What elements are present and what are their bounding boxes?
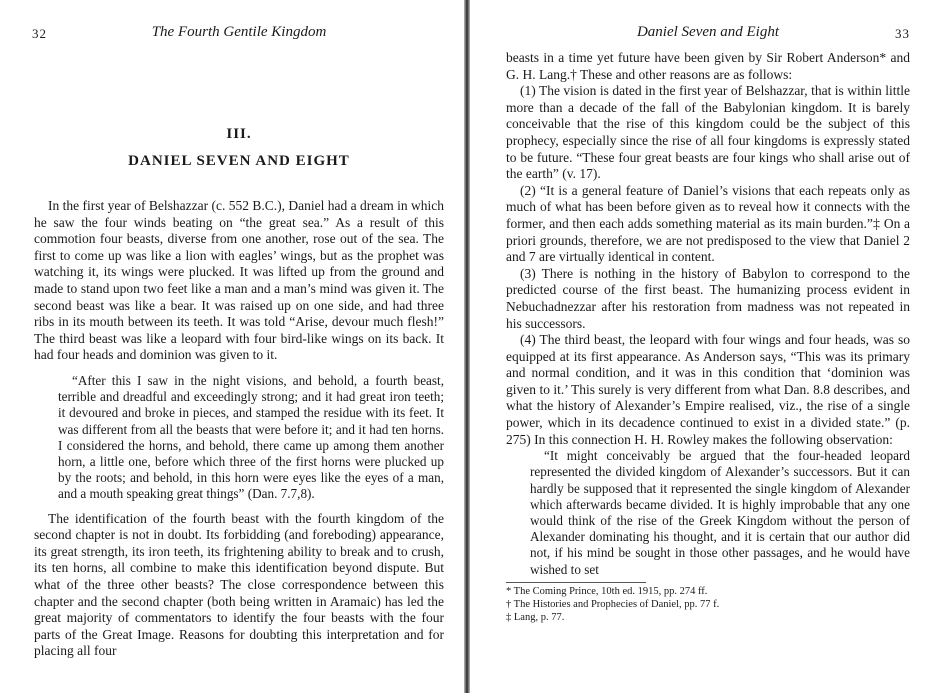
left-running-head <box>34 22 444 46</box>
rowley-quote-text: “It might conceivably be argued that the four-headed leopard represented the divided kingdom of Alexander’s successors. But it can hardly be supposed that it represented the single kingdom of Alexander which afterwards became divided. It is highly improbable that any one would think of the rise of the Greek Kingdom without the person of Alexander dominating his thought, and it is certain that our author did not, if his mind be sought in those other passages, and he would have wished to set <box>530 448 910 577</box>
block-quote-rowley <box>530 448 910 578</box>
right-page <box>470 0 936 693</box>
footnote-1: * The Coming Prince, 10th ed. 1915, pp. 274 ff. <box>506 585 708 597</box>
point-1: (1) The vision is dated in the first year of Belshazzar, that is within little more than a decade of the fall of the Babylonian kingdom. It is barely conceivable that the rise of this kingdom could be the subject of this prophecy, especially since the rise of all four kingdoms is expressly stated to be future. “These four great beasts are four kings who shall arise out of the earth” (v. 17). <box>506 83 910 182</box>
right-running-head <box>506 22 910 46</box>
footnote-divider <box>506 582 646 583</box>
page-number-right: 33 <box>895 26 910 41</box>
page-number-left: 32 <box>32 26 47 41</box>
continued-paragraph: beasts in a time yet future have been given by Sir Robert Anderson* and G. H. Lang.† These and other reasons are as follows: <box>506 50 910 82</box>
chapter-title: DANIEL SEVEN AND EIGHT <box>128 153 350 169</box>
body-paragraph-2: The identification of the fourth beast with the fourth kingdom of the second chapter is not in doubt. Its forbidding (and foreboding) appearance, its great strength, its iron teeth, its frightening ability to break and to crush, its ten horns, all combine to make this identification beyond dispute. But what of the three other beasts? The close correspondence between this chapter and the second chapter (both being written in Aramaic) has led the great majority of commentators to identify the four beasts with the four parts of the Great Image. Reasons for doubting this interpretation and for placing all four <box>34 510 444 659</box>
left-page <box>0 0 466 693</box>
footnote-3: ‡ Lang, p. 77. <box>506 611 565 623</box>
footnote-2: † The Histories and Prophecies of Daniel, pp. 77 f. <box>506 598 720 610</box>
chapter-number: III. <box>226 126 252 142</box>
block-quote-daniel <box>58 373 444 503</box>
running-head-title-left: The Fourth Gentile Kingdom <box>151 24 327 40</box>
running-head-title-right: Daniel Seven and Eight <box>636 24 780 40</box>
point-4: (4) The third beast, the leopard with four wings and four heads, was so equipped at its first appearance. As Anderson says, “This was its primary and normal condition, and it was in this condition that ‘dominion was given to it.’ This surely is very different from what Dan. 8.8 describes, and what the history of Alexander’s Empire realised, viz., the rise of a single power, which in its decadence continued to exist in a divided state.” (p. 275) In this connection H. H. Rowley makes the following observation: <box>506 332 910 447</box>
body-paragraph-1: In the first year of Belshazzar (c. 552 B.C.), Daniel had a dream in which he saw the four winds beating on “the great sea.” As a result of this commotion four beasts, diverse from one another, rose out of the sea. The first to come up was like a lion with eagles’ wings, but as the prophet was watching it, its wings were plucked. It was lifted up from the ground and made to stand upon two feet like a man and a man’s mind was given it. The second beast was like a bear. It was raised up on one side, and had three ribs in its mouth between its teeth. It was told “Arise, devour much flesh!” The third beast was like a leopard with four bird-like wings on its back. It had four heads and dominion was given to it. <box>34 198 444 363</box>
point-3: (3) There is nothing in the history of Babylon to correspond to the predicted course of the first beast. The humanizing process evident in Nebuchadnezzar after his restoration from madness was not repeated in his successors. <box>506 265 910 331</box>
point-2: (2) “It is a general feature of Daniel’s visions that each repeats only as much of what has been before given as to reveal how it connects with the former, and then each adds something material as its main burden.”‡ On a priori grounds, therefore, we are not predisposed to the view that Daniel 2 and 7 are virtually identical in content. <box>506 182 910 265</box>
footnotes <box>506 585 910 624</box>
quote-text: “After this I saw in the night visions, and behold, a fourth beast, terrible and dreadful and exceedingly strong; and it had great iron teeth; it devoured and broke in pieces, and stamped the residue with its feet. It was different from all the beasts that were before it; and it had ten horns. I considered the horns, and behold, there came up among them another horn, a little one, before which three of the first horns were plucked up by the roots; and behold, in this horn were eyes like the eyes of a man, and a mouth speaking great things” (Dan. 7.7,8). <box>58 372 444 502</box>
